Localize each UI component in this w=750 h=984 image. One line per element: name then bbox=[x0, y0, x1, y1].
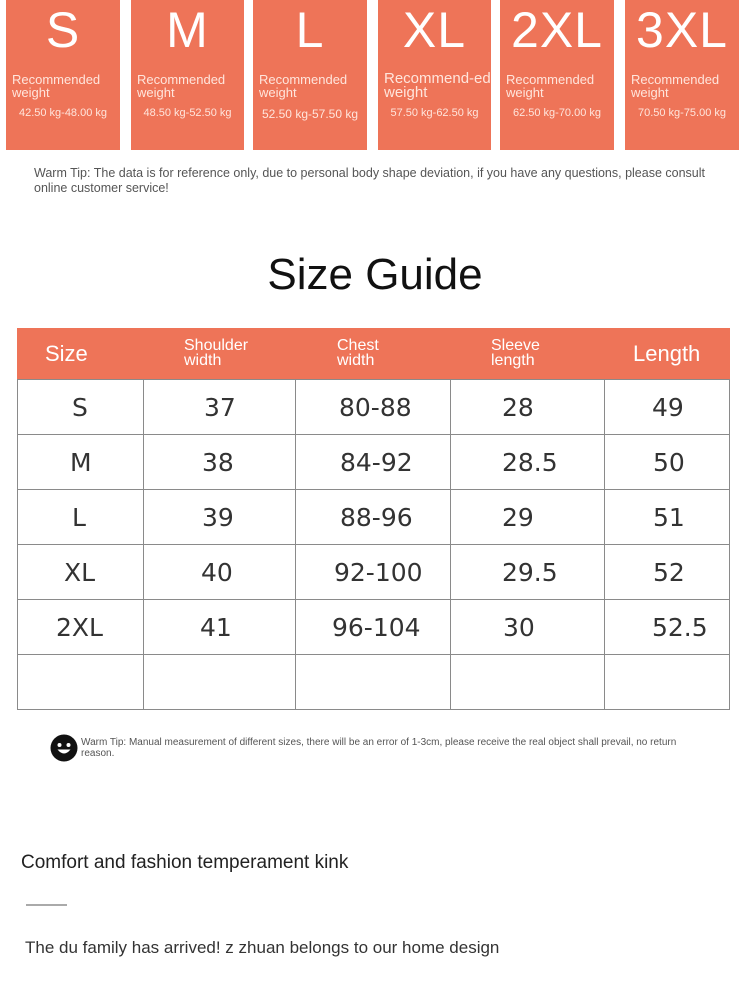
weight-range: 57.50 kg-62.50 kg bbox=[390, 107, 479, 119]
size-card-m bbox=[131, 0, 244, 150]
weight-range: 48.50 kg-52.50 kg bbox=[143, 107, 232, 119]
cell-length: 52 bbox=[605, 545, 730, 600]
cell-length: 51 bbox=[605, 490, 730, 545]
cell-size: M bbox=[18, 435, 144, 490]
table-row bbox=[18, 490, 730, 545]
size-table-header bbox=[17, 328, 730, 379]
weight-range: 52.50 kg-57.50 kg bbox=[261, 107, 359, 121]
size-card-s bbox=[6, 0, 120, 150]
cell-empty bbox=[296, 655, 451, 710]
header-length: Length bbox=[633, 341, 701, 366]
size-letter: S bbox=[45, 2, 81, 58]
table-row bbox=[18, 600, 730, 655]
cell-sleeve: 29.5 bbox=[451, 545, 605, 600]
cell-size: XL bbox=[18, 545, 144, 600]
size-letter: XL bbox=[402, 2, 467, 58]
section-heading: Comfort and fashion temperament kink bbox=[21, 852, 349, 873]
weight-range: 42.50 kg-48.00 kg bbox=[18, 107, 108, 119]
size-letter: M bbox=[166, 2, 209, 58]
size-letter: 2XL bbox=[511, 2, 603, 58]
size-letter: L bbox=[295, 2, 325, 58]
size-recommendation-cards bbox=[0, 0, 750, 152]
cell-size: 2XL bbox=[18, 600, 144, 655]
cell-empty bbox=[451, 655, 605, 710]
size-card-xl bbox=[378, 0, 491, 150]
recommended-weight-label: Recommended weight bbox=[259, 72, 348, 100]
header-shoulder-width: Shoulder width bbox=[184, 337, 249, 369]
page-title: Size Guide bbox=[267, 250, 483, 299]
cell-length: 49 bbox=[605, 380, 730, 435]
cell-shoulder: 38 bbox=[144, 435, 296, 490]
cell-chest: 96-104 bbox=[296, 600, 451, 655]
size-card-l bbox=[253, 0, 367, 150]
table-row-empty bbox=[18, 655, 730, 710]
warm-tip-measurement-text: Warm Tip: Manual measurement of different sizes, there will be an error of 1-3cm, please receive the real object shall prevail, no return reason. bbox=[81, 737, 677, 759]
cell-empty bbox=[144, 655, 296, 710]
cell-shoulder: 41 bbox=[144, 600, 296, 655]
section-paragraph: The du family has arrived! z zhuan belongs to our home design bbox=[25, 938, 500, 957]
header-size: Size bbox=[45, 341, 88, 366]
smiley-face-icon bbox=[50, 734, 78, 762]
cell-shoulder: 40 bbox=[144, 545, 296, 600]
cell-chest: 84-92 bbox=[296, 435, 451, 490]
recommended-weight-label: Recommended weight bbox=[631, 72, 720, 100]
warm-tip-measurement bbox=[50, 734, 710, 762]
recommended-weight-label: Recommended weight bbox=[506, 72, 595, 100]
cell-sleeve: 28.5 bbox=[451, 435, 605, 490]
cell-sleeve: 29 bbox=[451, 490, 605, 545]
recommended-weight-label: Recommended weight bbox=[12, 72, 101, 100]
table-row bbox=[18, 545, 730, 600]
cell-empty bbox=[605, 655, 730, 710]
weight-range: 70.50 kg-75.00 kg bbox=[637, 107, 727, 119]
cell-empty bbox=[18, 655, 144, 710]
header-chest-width: Chest width bbox=[337, 337, 379, 369]
cell-length: 52.5 bbox=[605, 600, 730, 655]
cell-length: 50 bbox=[605, 435, 730, 490]
cell-size: S bbox=[18, 380, 144, 435]
divider bbox=[26, 904, 67, 906]
size-table-body bbox=[17, 379, 730, 710]
cell-sleeve: 28 bbox=[451, 380, 605, 435]
cell-chest: 80-88 bbox=[296, 380, 451, 435]
cell-sleeve: 30 bbox=[451, 600, 605, 655]
recommended-weight-label: Recommended weight bbox=[137, 72, 226, 100]
table-row bbox=[18, 380, 730, 435]
size-letter: 3XL bbox=[636, 2, 728, 58]
cell-size: L bbox=[18, 490, 144, 545]
table-row bbox=[18, 435, 730, 490]
size-card-3xl bbox=[625, 0, 739, 150]
header-sleeve-length: Sleeve length bbox=[491, 337, 540, 369]
warm-tip-reference: Warm Tip: The data is for reference only, due to personal body shape deviation, if you have any questions, please consult online customer service! bbox=[34, 166, 705, 195]
cell-chest: 92-100 bbox=[296, 545, 451, 600]
recommended-weight-label: Recommend-ed weight bbox=[384, 70, 491, 101]
size-card-2xl bbox=[500, 0, 614, 150]
cell-shoulder: 39 bbox=[144, 490, 296, 545]
cell-chest: 88-96 bbox=[296, 490, 451, 545]
weight-range: 62.50 kg-70.00 kg bbox=[512, 107, 602, 119]
size-table bbox=[17, 328, 730, 710]
cell-shoulder: 37 bbox=[144, 380, 296, 435]
